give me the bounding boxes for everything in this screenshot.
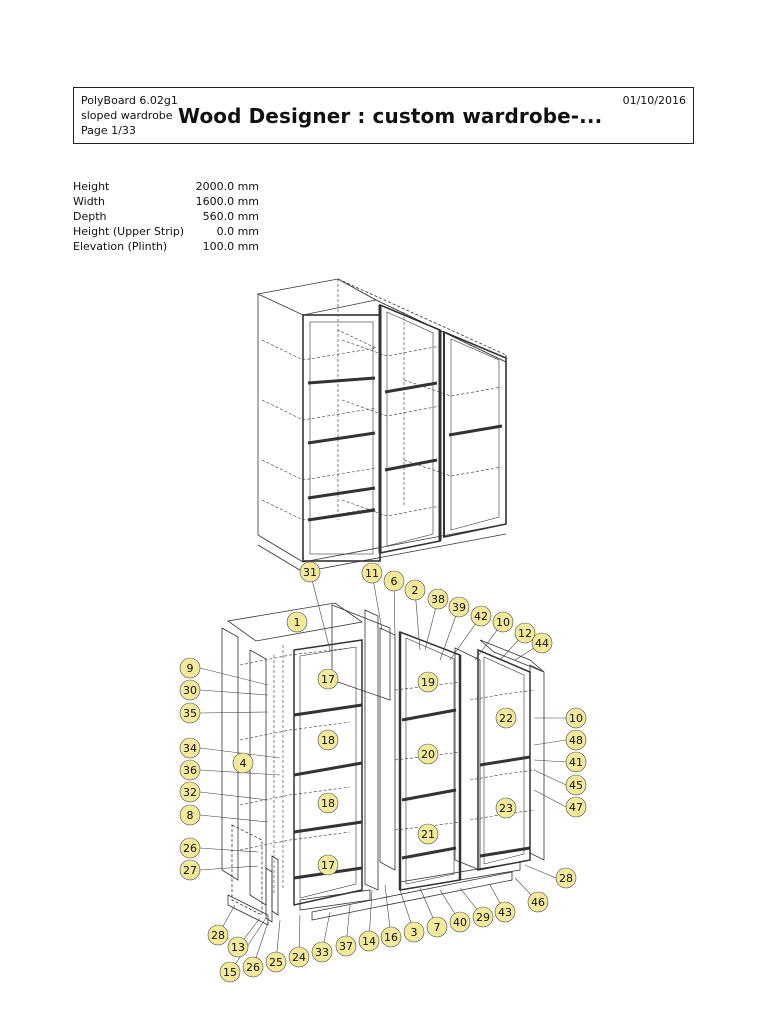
balloon-number: 26: [183, 842, 197, 855]
balloon-number: 39: [452, 601, 466, 614]
dimension-label: Depth: [73, 210, 107, 223]
part-balloon-23: [496, 798, 516, 818]
balloon-number: 8: [186, 809, 194, 822]
balloon-number: 29: [476, 911, 490, 924]
balloon-number: 7: [433, 921, 441, 934]
part-balloon-9: [180, 658, 200, 678]
part-balloon-10: [493, 612, 513, 632]
balloon-number: 44: [535, 637, 549, 650]
document-title: Wood Designer : custom wardrobe-...: [178, 104, 603, 128]
part-balloon-11: [362, 563, 382, 583]
part-balloon-39: [449, 597, 469, 617]
balloon-number: 6: [390, 575, 398, 588]
exploded-wardrobe-view: [222, 603, 544, 925]
dimension-value: 0.0 mm: [216, 225, 259, 238]
part-balloon-15: [220, 962, 240, 982]
part-balloon-29: [473, 907, 493, 927]
part-balloon-17: [318, 669, 338, 689]
part-balloon-26: [243, 957, 263, 977]
part-balloon-32: [180, 782, 200, 802]
balloon-number: 28: [211, 929, 225, 942]
part-balloon-10: [566, 708, 586, 728]
balloon-number: 48: [569, 734, 583, 747]
part-balloon-44: [532, 633, 552, 653]
balloon-number: 33: [315, 946, 329, 959]
balloon-number: 28: [559, 872, 573, 885]
part-balloon-45: [566, 775, 586, 795]
balloon-number: 36: [183, 764, 197, 777]
balloon-number: 2: [411, 584, 419, 597]
part-balloon-4: [233, 753, 253, 773]
balloon-number: 21: [421, 828, 435, 841]
part-balloon-42: [471, 606, 491, 626]
balloon-number: 32: [183, 786, 197, 799]
dimension-value: 560.0 mm: [202, 210, 259, 223]
part-balloon-3: [404, 922, 424, 942]
balloon-number: 27: [183, 864, 197, 877]
part-balloon-6: [384, 571, 404, 591]
balloon-number: 25: [269, 956, 283, 969]
balloon-number: 41: [569, 756, 583, 769]
part-balloon-8: [180, 805, 200, 825]
balloon-number: 11: [365, 567, 379, 580]
balloon-number: 31: [303, 566, 317, 579]
balloon-number: 24: [292, 951, 306, 964]
project-name: sloped wardrobe: [81, 109, 173, 122]
part-balloon-18: [318, 730, 338, 750]
balloon-number: 10: [496, 616, 510, 629]
balloon-number: 40: [453, 916, 467, 929]
part-balloon-22: [496, 708, 516, 728]
assembled-wardrobe-view: [258, 279, 506, 572]
part-balloon-48: [566, 730, 586, 750]
balloon-number: 47: [569, 801, 583, 814]
part-balloon-47: [566, 797, 586, 817]
part-balloon-40: [450, 912, 470, 932]
part-balloon-30: [180, 680, 200, 700]
part-balloon-16: [381, 927, 401, 947]
balloon-number: 10: [569, 712, 583, 725]
part-balloon-2: [405, 580, 425, 600]
balloon-number: 17: [321, 673, 335, 686]
balloon-number: 18: [321, 797, 335, 810]
balloon-number: 9: [186, 662, 194, 675]
balloon-number: 16: [384, 931, 398, 944]
dimension-value: 2000.0 mm: [195, 180, 259, 193]
part-balloon-43: [495, 902, 515, 922]
software-version: PolyBoard 6.02g1: [81, 94, 178, 107]
part-balloon-34: [180, 738, 200, 758]
part-balloon-19: [418, 672, 438, 692]
dimension-value: 100.0 mm: [202, 240, 259, 253]
part-balloon-24: [289, 947, 309, 967]
balloon-number: 34: [183, 742, 197, 755]
part-balloon-27: [180, 860, 200, 880]
part-balloon-33: [312, 942, 332, 962]
part-balloon-38: [428, 589, 448, 609]
balloon-number: 19: [421, 676, 435, 689]
balloon-number: 43: [498, 906, 512, 919]
balloon-number: 42: [474, 610, 488, 623]
part-balloon-25: [266, 952, 286, 972]
balloon-number: 22: [499, 712, 513, 725]
part-balloon-13: [228, 937, 248, 957]
balloon-number: 20: [421, 748, 435, 761]
part-balloon-18: [318, 793, 338, 813]
dimension-label: Height (Upper Strip): [73, 225, 185, 238]
part-balloon-28: [556, 868, 576, 888]
balloon-number: 38: [431, 593, 445, 606]
balloon-number: 46: [531, 896, 545, 909]
balloon-number: 30: [183, 684, 197, 697]
part-balloon-36: [180, 760, 200, 780]
balloon-number: 12: [518, 627, 532, 640]
balloon-number: 14: [362, 935, 376, 948]
part-balloon-28: [208, 925, 228, 945]
balloon-number: 23: [499, 802, 513, 815]
dimension-label: Height: [73, 180, 110, 193]
part-balloon-31: [300, 562, 320, 582]
part-balloon-46: [528, 892, 548, 912]
balloon-number: 26: [246, 961, 260, 974]
part-balloon-14: [359, 931, 379, 951]
balloon-number: 45: [569, 779, 583, 792]
part-balloon-21: [418, 824, 438, 844]
balloon-number: 18: [321, 734, 335, 747]
balloon-number: 4: [239, 757, 247, 770]
document-date: 01/10/2016: [622, 94, 686, 107]
part-balloon-7: [427, 917, 447, 937]
dimension-value: 1600.0 mm: [195, 195, 259, 208]
balloon-number: 17: [321, 859, 335, 872]
balloon-number: 37: [339, 940, 353, 953]
balloon-number: 1: [293, 616, 301, 629]
part-balloon-17: [318, 855, 338, 875]
balloon-number: 3: [410, 926, 418, 939]
part-balloon-12: [515, 623, 535, 643]
page-number: Page 1/33: [81, 124, 136, 137]
dimension-label: Elevation (Plinth): [73, 240, 168, 253]
part-balloon-35: [180, 703, 200, 723]
balloon-number: 15: [223, 966, 237, 979]
dimension-label: Width: [73, 195, 105, 208]
part-balloon-26: [180, 838, 200, 858]
balloon-number: 35: [183, 707, 197, 720]
part-balloon-1: [287, 612, 307, 632]
part-balloon-37: [336, 936, 356, 956]
part-balloon-41: [566, 752, 586, 772]
balloon-number: 13: [231, 941, 245, 954]
part-balloon-20: [418, 744, 438, 764]
